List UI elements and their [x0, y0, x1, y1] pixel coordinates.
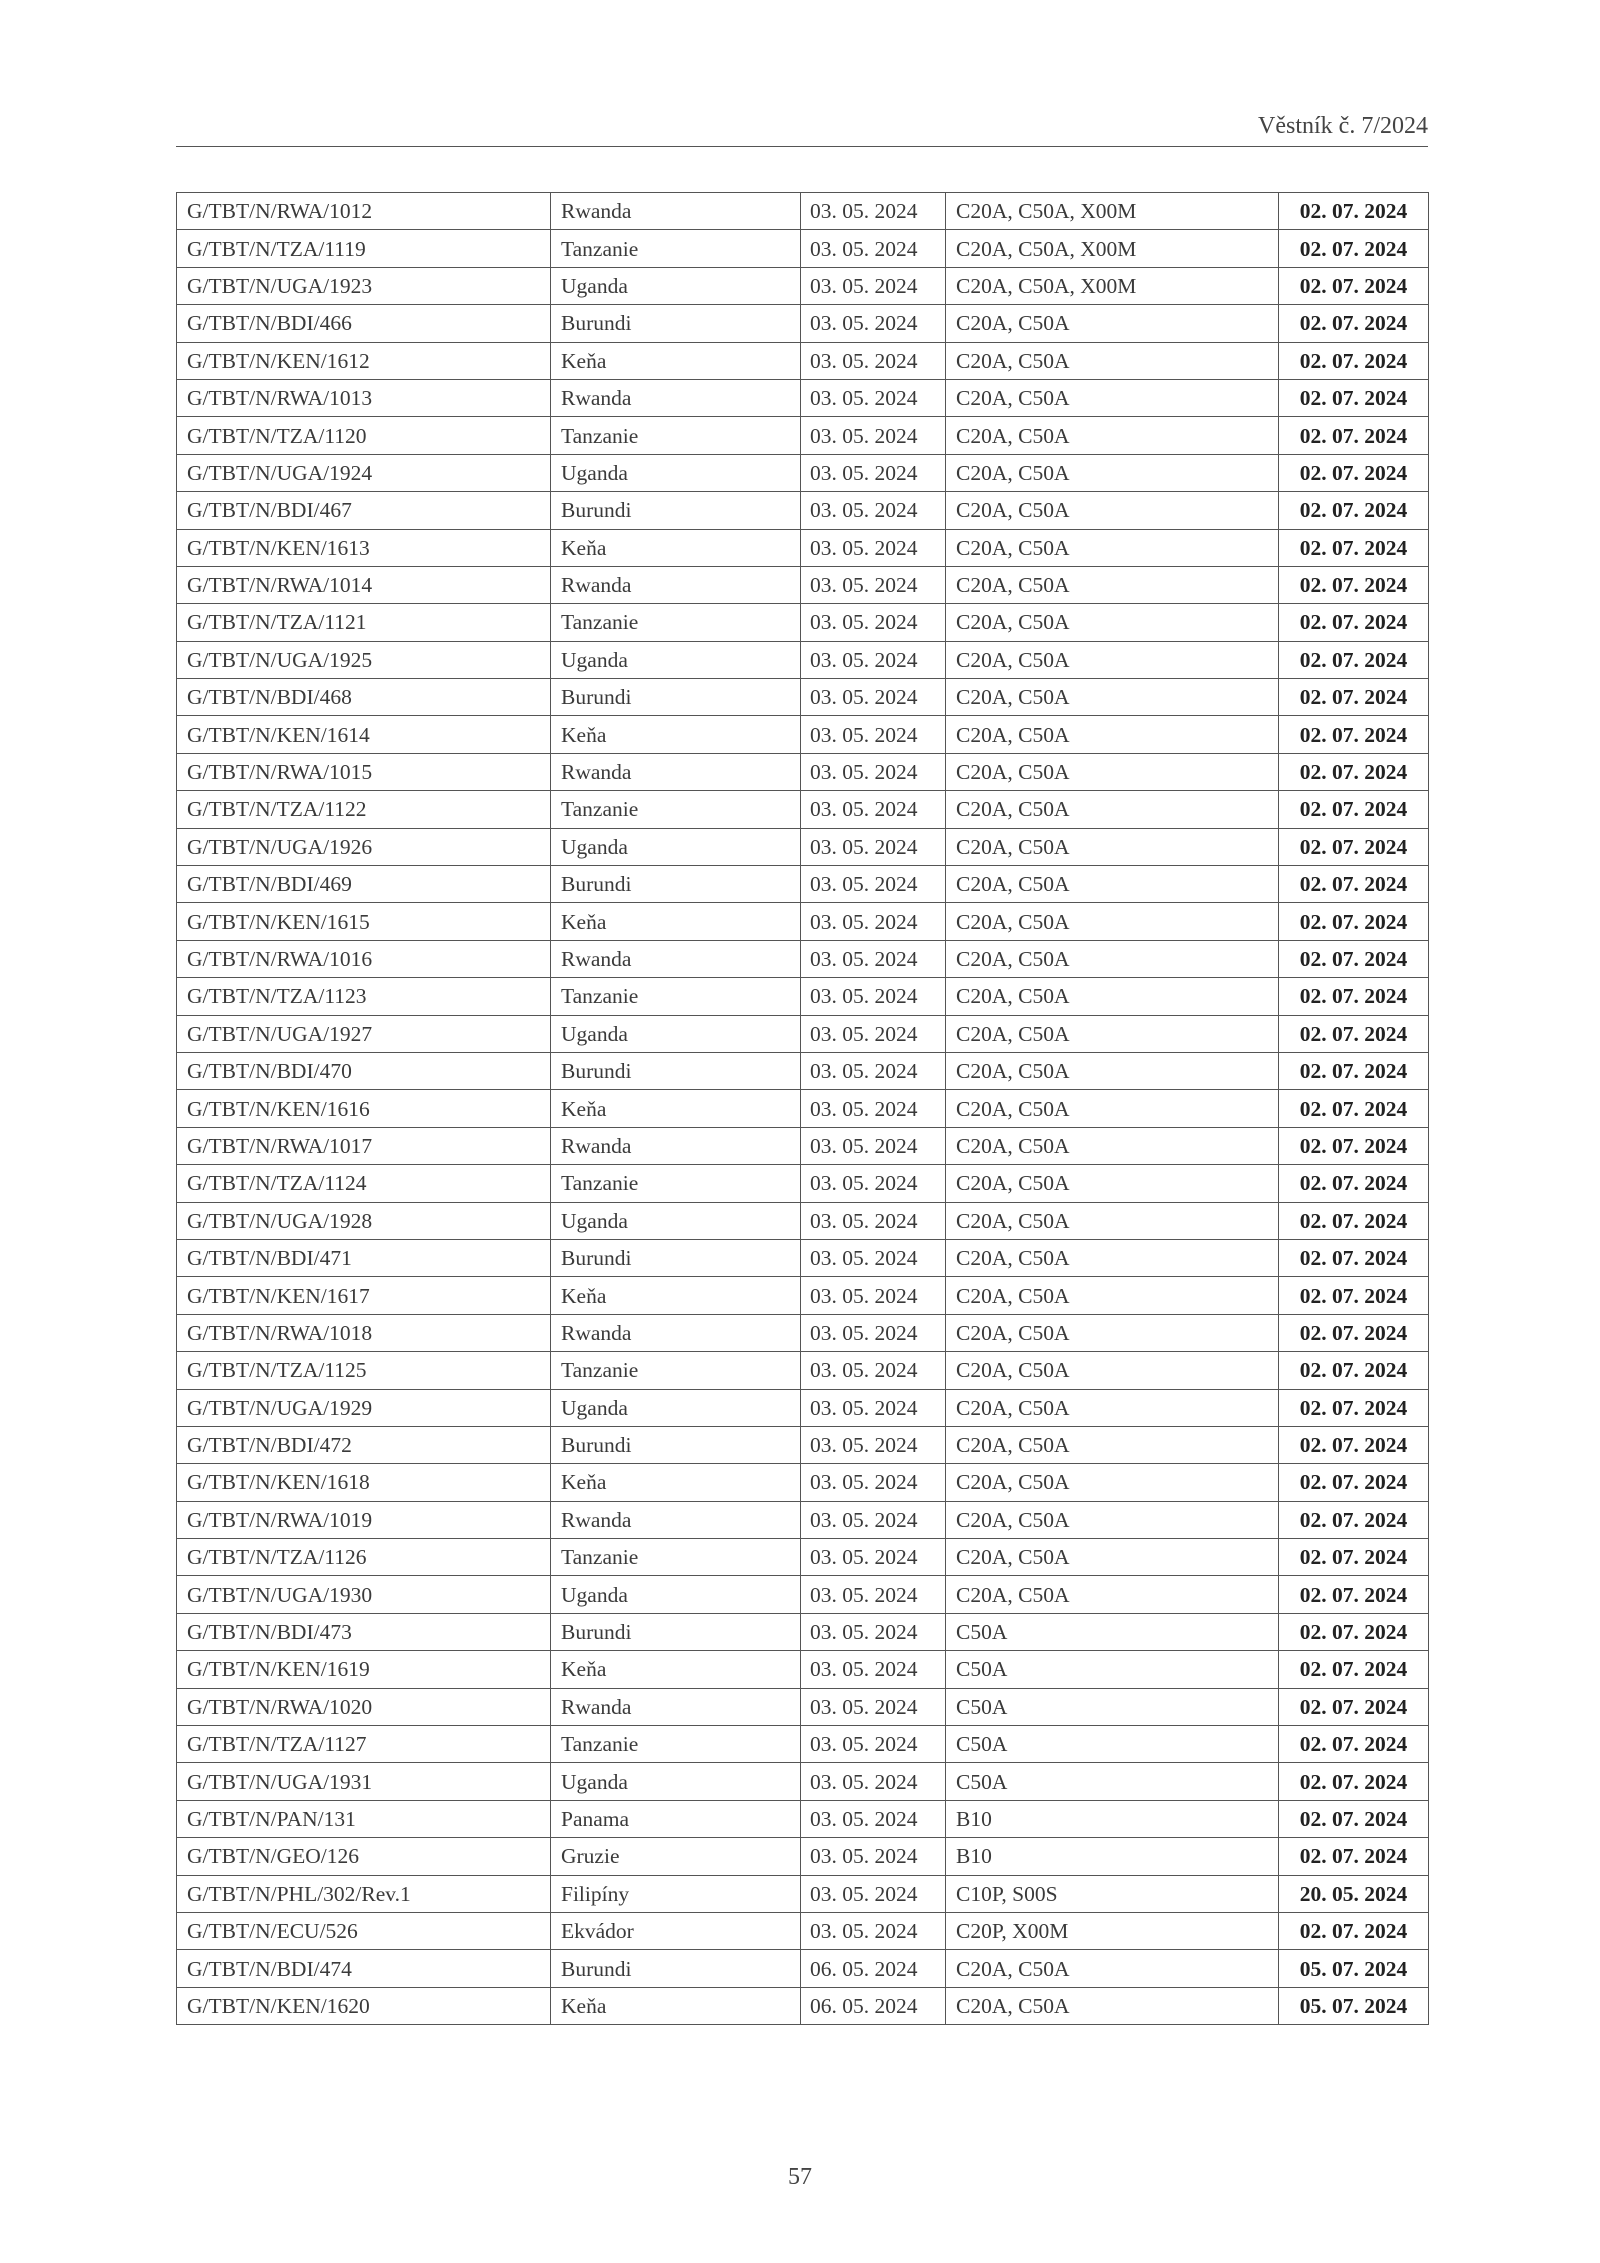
notification-date: 03. 05. 2024 [801, 379, 946, 416]
category-codes: C20A, C50A [946, 379, 1279, 416]
comment-deadline: 05. 07. 2024 [1279, 1950, 1429, 1987]
category-codes: C20A, C50A [946, 492, 1279, 529]
country: Burundi [551, 1950, 801, 1987]
notification-date: 03. 05. 2024 [801, 529, 946, 566]
country: Tanzanie [551, 978, 801, 1015]
country: Burundi [551, 1613, 801, 1650]
notification-date: 03. 05. 2024 [801, 454, 946, 491]
notification-symbol: G/TBT/N/UGA/1928 [177, 1202, 551, 1239]
table-row [177, 342, 1429, 379]
notification-symbol: G/TBT/N/KEN/1620 [177, 1987, 551, 2024]
category-codes: C50A [946, 1613, 1279, 1650]
notification-symbol: G/TBT/N/RWA/1020 [177, 1688, 551, 1725]
notification-date: 03. 05. 2024 [801, 1875, 946, 1912]
notification-symbol: G/TBT/N/RWA/1015 [177, 753, 551, 790]
country: Rwanda [551, 1314, 801, 1351]
notification-date: 03. 05. 2024 [801, 1464, 946, 1501]
table-row [177, 604, 1429, 641]
category-codes: C20A, C50A [946, 1239, 1279, 1276]
category-codes: C20A, C50A [946, 1426, 1279, 1463]
country: Burundi [551, 1052, 801, 1089]
notification-symbol: G/TBT/N/TZA/1127 [177, 1726, 551, 1763]
category-codes: C20A, C50A [946, 454, 1279, 491]
notification-symbol: G/TBT/N/UGA/1931 [177, 1763, 551, 1800]
notification-symbol: G/TBT/N/UGA/1927 [177, 1015, 551, 1052]
notification-date: 03. 05. 2024 [801, 1352, 946, 1389]
notification-symbol: G/TBT/N/BDI/468 [177, 679, 551, 716]
notification-symbol: G/TBT/N/UGA/1930 [177, 1576, 551, 1613]
notification-symbol: G/TBT/N/BDI/466 [177, 305, 551, 342]
notification-symbol: G/TBT/N/TZA/1122 [177, 791, 551, 828]
notification-date: 03. 05. 2024 [801, 866, 946, 903]
category-codes: C20A, C50A [946, 1389, 1279, 1426]
notification-date: 06. 05. 2024 [801, 1987, 946, 2024]
notification-symbol: G/TBT/N/KEN/1619 [177, 1651, 551, 1688]
table-row [177, 903, 1429, 940]
table-row [177, 1090, 1429, 1127]
comment-deadline: 05. 07. 2024 [1279, 1987, 1429, 2024]
table-row [177, 1464, 1429, 1501]
notification-date: 03. 05. 2024 [801, 1202, 946, 1239]
country: Rwanda [551, 940, 801, 977]
category-codes: C20A, C50A [946, 1165, 1279, 1202]
country: Rwanda [551, 566, 801, 603]
table-row [177, 417, 1429, 454]
notification-symbol: G/TBT/N/BDI/472 [177, 1426, 551, 1463]
table-row [177, 1613, 1429, 1650]
comment-deadline: 02. 07. 2024 [1279, 978, 1429, 1015]
notification-date: 03. 05. 2024 [801, 716, 946, 753]
table-row [177, 1838, 1429, 1875]
category-codes: C20A, C50A [946, 940, 1279, 977]
table-row [177, 305, 1429, 342]
country: Gruzie [551, 1838, 801, 1875]
country: Uganda [551, 1015, 801, 1052]
comment-deadline: 02. 07. 2024 [1279, 1052, 1429, 1089]
category-codes: C20A, C50A [946, 1314, 1279, 1351]
table-row [177, 1987, 1429, 2024]
comment-deadline: 02. 07. 2024 [1279, 1838, 1429, 1875]
table-row [177, 454, 1429, 491]
country: Tanzanie [551, 1726, 801, 1763]
table-row [177, 1875, 1429, 1912]
country: Uganda [551, 1763, 801, 1800]
country: Keňa [551, 1987, 801, 2024]
notification-date: 03. 05. 2024 [801, 1501, 946, 1538]
table-row [177, 1052, 1429, 1089]
publication-title: Věstník č. 7/2024 [1258, 113, 1428, 139]
notification-symbol: G/TBT/N/TZA/1126 [177, 1539, 551, 1576]
comment-deadline: 02. 07. 2024 [1279, 1352, 1429, 1389]
table-row [177, 1426, 1429, 1463]
table-row [177, 1015, 1429, 1052]
comment-deadline: 02. 07. 2024 [1279, 1165, 1429, 1202]
category-codes: C20A, C50A [946, 342, 1279, 379]
comment-deadline: 02. 07. 2024 [1279, 566, 1429, 603]
notification-symbol: G/TBT/N/BDI/470 [177, 1052, 551, 1089]
comment-deadline: 02. 07. 2024 [1279, 1464, 1429, 1501]
table-row [177, 492, 1429, 529]
notification-date: 03. 05. 2024 [801, 230, 946, 267]
notifications-table-body [177, 193, 1429, 2025]
notification-date: 03. 05. 2024 [801, 1539, 946, 1576]
country: Uganda [551, 267, 801, 304]
country: Burundi [551, 492, 801, 529]
comment-deadline: 02. 07. 2024 [1279, 641, 1429, 678]
notification-date: 03. 05. 2024 [801, 566, 946, 603]
comment-deadline: 02. 07. 2024 [1279, 1127, 1429, 1164]
comment-deadline: 02. 07. 2024 [1279, 791, 1429, 828]
comment-deadline: 02. 07. 2024 [1279, 753, 1429, 790]
table-row [177, 1688, 1429, 1725]
notification-date: 03. 05. 2024 [801, 791, 946, 828]
notification-date: 03. 05. 2024 [801, 492, 946, 529]
comment-deadline: 02. 07. 2024 [1279, 1090, 1429, 1127]
table-row [177, 1539, 1429, 1576]
category-codes: C20A, C50A [946, 641, 1279, 678]
notification-symbol: G/TBT/N/KEN/1612 [177, 342, 551, 379]
country: Tanzanie [551, 1165, 801, 1202]
notifications-table [176, 192, 1429, 2025]
category-codes: C20A, C50A [946, 305, 1279, 342]
table-row [177, 1202, 1429, 1239]
table-row [177, 1912, 1429, 1949]
notification-date: 03. 05. 2024 [801, 1015, 946, 1052]
notification-date: 06. 05. 2024 [801, 1950, 946, 1987]
country: Keňa [551, 342, 801, 379]
category-codes: C50A [946, 1688, 1279, 1725]
notification-symbol: G/TBT/N/KEN/1616 [177, 1090, 551, 1127]
category-codes: C20A, C50A [946, 566, 1279, 603]
comment-deadline: 02. 07. 2024 [1279, 492, 1429, 529]
country: Uganda [551, 454, 801, 491]
notification-symbol: G/TBT/N/RWA/1014 [177, 566, 551, 603]
comment-deadline: 02. 07. 2024 [1279, 1726, 1429, 1763]
country: Uganda [551, 1389, 801, 1426]
notification-date: 03. 05. 2024 [801, 641, 946, 678]
notification-date: 03. 05. 2024 [801, 1912, 946, 1949]
comment-deadline: 02. 07. 2024 [1279, 379, 1429, 416]
notification-date: 03. 05. 2024 [801, 1239, 946, 1276]
notification-date: 03. 05. 2024 [801, 828, 946, 865]
comment-deadline: 02. 07. 2024 [1279, 417, 1429, 454]
country: Keňa [551, 716, 801, 753]
category-codes: C20A, C50A [946, 753, 1279, 790]
notification-symbol: G/TBT/N/RWA/1016 [177, 940, 551, 977]
comment-deadline: 02. 07. 2024 [1279, 604, 1429, 641]
comment-deadline: 02. 07. 2024 [1279, 1389, 1429, 1426]
country: Burundi [551, 1426, 801, 1463]
notification-date: 03. 05. 2024 [801, 193, 946, 230]
country: Keňa [551, 1090, 801, 1127]
country: Rwanda [551, 1501, 801, 1538]
table-row [177, 753, 1429, 790]
comment-deadline: 02. 07. 2024 [1279, 1800, 1429, 1837]
comment-deadline: 20. 05. 2024 [1279, 1875, 1429, 1912]
category-codes: C50A [946, 1726, 1279, 1763]
notification-symbol: G/TBT/N/KEN/1614 [177, 716, 551, 753]
category-codes: C20A, C50A [946, 1987, 1279, 2024]
notification-date: 03. 05. 2024 [801, 753, 946, 790]
notification-date: 03. 05. 2024 [801, 417, 946, 454]
country: Ekvádor [551, 1912, 801, 1949]
comment-deadline: 02. 07. 2024 [1279, 454, 1429, 491]
table-row [177, 1314, 1429, 1351]
notification-symbol: G/TBT/N/UGA/1925 [177, 641, 551, 678]
notification-symbol: G/TBT/N/BDI/467 [177, 492, 551, 529]
notification-symbol: G/TBT/N/TZA/1123 [177, 978, 551, 1015]
comment-deadline: 02. 07. 2024 [1279, 1202, 1429, 1239]
category-codes: C20A, C50A [946, 679, 1279, 716]
table-row [177, 193, 1429, 230]
notification-symbol: G/TBT/N/KEN/1613 [177, 529, 551, 566]
comment-deadline: 02. 07. 2024 [1279, 1239, 1429, 1276]
country: Tanzanie [551, 417, 801, 454]
country: Rwanda [551, 193, 801, 230]
notification-symbol: G/TBT/N/KEN/1615 [177, 903, 551, 940]
notification-date: 03. 05. 2024 [801, 1576, 946, 1613]
category-codes: C20A, C50A, X00M [946, 267, 1279, 304]
category-codes: C20A, C50A [946, 1539, 1279, 1576]
table-row [177, 679, 1429, 716]
comment-deadline: 02. 07. 2024 [1279, 1912, 1429, 1949]
notification-date: 03. 05. 2024 [801, 1800, 946, 1837]
notification-date: 03. 05. 2024 [801, 940, 946, 977]
category-codes: C20A, C50A [946, 1464, 1279, 1501]
comment-deadline: 02. 07. 2024 [1279, 267, 1429, 304]
category-codes: C20A, C50A [946, 716, 1279, 753]
table-row [177, 566, 1429, 603]
category-codes: B10 [946, 1838, 1279, 1875]
notification-date: 03. 05. 2024 [801, 1314, 946, 1351]
notification-symbol: G/TBT/N/TZA/1120 [177, 417, 551, 454]
category-codes: C20A, C50A [946, 1576, 1279, 1613]
notification-date: 03. 05. 2024 [801, 679, 946, 716]
table-row [177, 978, 1429, 1015]
notification-date: 03. 05. 2024 [801, 1688, 946, 1725]
category-codes: C50A [946, 1651, 1279, 1688]
country: Panama [551, 1800, 801, 1837]
table-row [177, 1165, 1429, 1202]
notification-date: 03. 05. 2024 [801, 978, 946, 1015]
notification-date: 03. 05. 2024 [801, 1726, 946, 1763]
country: Keňa [551, 1651, 801, 1688]
comment-deadline: 02. 07. 2024 [1279, 1763, 1429, 1800]
notification-date: 03. 05. 2024 [801, 1090, 946, 1127]
comment-deadline: 02. 07. 2024 [1279, 529, 1429, 566]
category-codes: C20A, C50A [946, 417, 1279, 454]
comment-deadline: 02. 07. 2024 [1279, 230, 1429, 267]
comment-deadline: 02. 07. 2024 [1279, 1015, 1429, 1052]
comment-deadline: 02. 07. 2024 [1279, 1426, 1429, 1463]
notification-date: 03. 05. 2024 [801, 1838, 946, 1875]
category-codes: C20A, C50A [946, 1352, 1279, 1389]
notification-symbol: G/TBT/N/TZA/1119 [177, 230, 551, 267]
country: Burundi [551, 1239, 801, 1276]
country: Uganda [551, 1576, 801, 1613]
country: Rwanda [551, 753, 801, 790]
table-row [177, 716, 1429, 753]
table-row [177, 641, 1429, 678]
category-codes: C20A, C50A [946, 791, 1279, 828]
category-codes: C10P, S00S [946, 1875, 1279, 1912]
country: Uganda [551, 1202, 801, 1239]
category-codes: C20A, C50A [946, 1015, 1279, 1052]
comment-deadline: 02. 07. 2024 [1279, 1539, 1429, 1576]
comment-deadline: 02. 07. 2024 [1279, 1314, 1429, 1351]
notification-symbol: G/TBT/N/PAN/131 [177, 1800, 551, 1837]
category-codes: C20A, C50A [946, 1202, 1279, 1239]
country: Tanzanie [551, 604, 801, 641]
notification-symbol: G/TBT/N/TZA/1124 [177, 1165, 551, 1202]
comment-deadline: 02. 07. 2024 [1279, 1277, 1429, 1314]
country: Tanzanie [551, 1539, 801, 1576]
category-codes: C20P, X00M [946, 1912, 1279, 1949]
category-codes: C20A, C50A [946, 1127, 1279, 1164]
notification-symbol: G/TBT/N/UGA/1924 [177, 454, 551, 491]
category-codes: C20A, C50A [946, 828, 1279, 865]
comment-deadline: 02. 07. 2024 [1279, 342, 1429, 379]
category-codes: C20A, C50A [946, 1277, 1279, 1314]
category-codes: C50A [946, 1763, 1279, 1800]
table-row [177, 1389, 1429, 1426]
country: Keňa [551, 1464, 801, 1501]
category-codes: C20A, C50A [946, 604, 1279, 641]
table-row [177, 1239, 1429, 1276]
page-number: 57 [788, 2164, 812, 2190]
country: Rwanda [551, 1688, 801, 1725]
country: Burundi [551, 866, 801, 903]
table-row [177, 230, 1429, 267]
table-row [177, 1800, 1429, 1837]
comment-deadline: 02. 07. 2024 [1279, 1651, 1429, 1688]
comment-deadline: 02. 07. 2024 [1279, 305, 1429, 342]
notification-date: 03. 05. 2024 [801, 1763, 946, 1800]
notification-date: 03. 05. 2024 [801, 903, 946, 940]
category-codes: C20A, C50A [946, 1090, 1279, 1127]
category-codes: C20A, C50A [946, 1950, 1279, 1987]
notification-symbol: G/TBT/N/GEO/126 [177, 1838, 551, 1875]
comment-deadline: 02. 07. 2024 [1279, 193, 1429, 230]
notification-symbol: G/TBT/N/TZA/1121 [177, 604, 551, 641]
table-row [177, 1501, 1429, 1538]
comment-deadline: 02. 07. 2024 [1279, 866, 1429, 903]
notification-date: 03. 05. 2024 [801, 1165, 946, 1202]
notification-date: 03. 05. 2024 [801, 305, 946, 342]
notification-symbol: G/TBT/N/ECU/526 [177, 1912, 551, 1949]
comment-deadline: 02. 07. 2024 [1279, 828, 1429, 865]
notification-symbol: G/TBT/N/KEN/1617 [177, 1277, 551, 1314]
notification-date: 03. 05. 2024 [801, 1613, 946, 1650]
notification-date: 03. 05. 2024 [801, 1389, 946, 1426]
table-row [177, 1950, 1429, 1987]
country: Burundi [551, 679, 801, 716]
notification-date: 03. 05. 2024 [801, 1277, 946, 1314]
comment-deadline: 02. 07. 2024 [1279, 1613, 1429, 1650]
notification-symbol: G/TBT/N/RWA/1013 [177, 379, 551, 416]
table-row [177, 828, 1429, 865]
notification-symbol: G/TBT/N/BDI/471 [177, 1239, 551, 1276]
country: Tanzanie [551, 1352, 801, 1389]
table-row [177, 1352, 1429, 1389]
country: Burundi [551, 305, 801, 342]
notification-symbol: G/TBT/N/RWA/1012 [177, 193, 551, 230]
comment-deadline: 02. 07. 2024 [1279, 940, 1429, 977]
comment-deadline: 02. 07. 2024 [1279, 903, 1429, 940]
notification-date: 03. 05. 2024 [801, 1651, 946, 1688]
country: Tanzanie [551, 791, 801, 828]
country: Rwanda [551, 1127, 801, 1164]
comment-deadline: 02. 07. 2024 [1279, 1688, 1429, 1725]
notification-symbol: G/TBT/N/BDI/473 [177, 1613, 551, 1650]
notification-symbol: G/TBT/N/BDI/474 [177, 1950, 551, 1987]
table-row [177, 1277, 1429, 1314]
table-row [177, 1726, 1429, 1763]
notification-symbol: G/TBT/N/UGA/1926 [177, 828, 551, 865]
notification-symbol: G/TBT/N/UGA/1923 [177, 267, 551, 304]
category-codes: B10 [946, 1800, 1279, 1837]
table-row [177, 940, 1429, 977]
country: Keňa [551, 529, 801, 566]
comment-deadline: 02. 07. 2024 [1279, 1501, 1429, 1538]
notification-date: 03. 05. 2024 [801, 342, 946, 379]
category-codes: C20A, C50A [946, 529, 1279, 566]
country: Rwanda [551, 379, 801, 416]
notification-symbol: G/TBT/N/RWA/1018 [177, 1314, 551, 1351]
category-codes: C20A, C50A [946, 1501, 1279, 1538]
notification-symbol: G/TBT/N/PHL/302/Rev.1 [177, 1875, 551, 1912]
country: Uganda [551, 641, 801, 678]
table-row [177, 267, 1429, 304]
notification-date: 03. 05. 2024 [801, 1426, 946, 1463]
notification-date: 03. 05. 2024 [801, 1127, 946, 1164]
category-codes: C20A, C50A [946, 978, 1279, 1015]
category-codes: C20A, C50A [946, 903, 1279, 940]
table-row [177, 866, 1429, 903]
comment-deadline: 02. 07. 2024 [1279, 716, 1429, 753]
notification-symbol: G/TBT/N/UGA/1929 [177, 1389, 551, 1426]
table-row [177, 1127, 1429, 1164]
notification-date: 03. 05. 2024 [801, 604, 946, 641]
table-row [177, 791, 1429, 828]
page-header [176, 112, 1428, 147]
table-row [177, 1576, 1429, 1613]
notification-date: 03. 05. 2024 [801, 267, 946, 304]
table-row [177, 1763, 1429, 1800]
country: Uganda [551, 828, 801, 865]
notification-symbol: G/TBT/N/RWA/1019 [177, 1501, 551, 1538]
table-row [177, 379, 1429, 416]
notification-symbol: G/TBT/N/TZA/1125 [177, 1352, 551, 1389]
country: Keňa [551, 903, 801, 940]
table-row [177, 529, 1429, 566]
category-codes: C20A, C50A [946, 1052, 1279, 1089]
notification-date: 03. 05. 2024 [801, 1052, 946, 1089]
country: Keňa [551, 1277, 801, 1314]
category-codes: C20A, C50A, X00M [946, 230, 1279, 267]
notification-symbol: G/TBT/N/KEN/1618 [177, 1464, 551, 1501]
comment-deadline: 02. 07. 2024 [1279, 679, 1429, 716]
comment-deadline: 02. 07. 2024 [1279, 1576, 1429, 1613]
category-codes: C20A, C50A, X00M [946, 193, 1279, 230]
country: Filipíny [551, 1875, 801, 1912]
table-row [177, 1651, 1429, 1688]
category-codes: C20A, C50A [946, 866, 1279, 903]
notification-symbol: G/TBT/N/RWA/1017 [177, 1127, 551, 1164]
country: Tanzanie [551, 230, 801, 267]
notification-symbol: G/TBT/N/BDI/469 [177, 866, 551, 903]
